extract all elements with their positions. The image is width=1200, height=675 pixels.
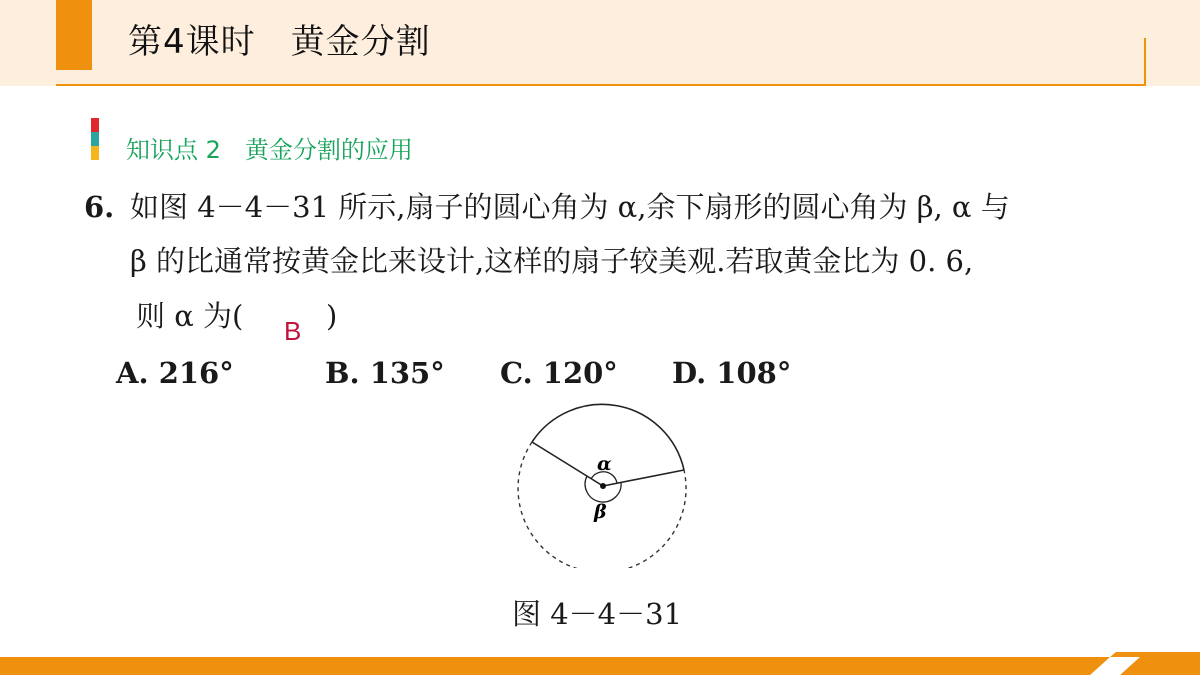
option-d: D. 108° bbox=[672, 356, 792, 390]
figure-caption: 图 4－4－31 bbox=[512, 597, 683, 631]
question-line-1: 如图 4－4－31 所示,扇子的圆心角为 α,余下扇形的圆心角为 β, α 与 bbox=[130, 190, 1010, 224]
question-number: 6. bbox=[84, 190, 115, 224]
question-line-3-suffix: ) bbox=[326, 299, 338, 333]
header-right-border bbox=[1144, 38, 1146, 86]
question-line-3-prefix: 则 α 为( bbox=[136, 299, 244, 333]
footer-stripe-decoration bbox=[1070, 652, 1200, 675]
fan-radius-left bbox=[532, 442, 603, 486]
alpha-label: α bbox=[597, 453, 612, 475]
option-b: B. 135° bbox=[325, 356, 445, 390]
question-line-2: β 的比通常按黄金比来设计,这样的扇子较美观.若取黄金比为 0. 6, bbox=[130, 244, 974, 278]
knowledge-point-marker-icon bbox=[91, 118, 99, 160]
knowledge-point-title: 知识点 2 黄金分割的应用 bbox=[126, 136, 413, 164]
fan-center-point bbox=[600, 483, 606, 489]
beta-label: β bbox=[594, 501, 607, 523]
option-c: C. 120° bbox=[500, 356, 618, 390]
option-a: A. 216° bbox=[116, 356, 234, 390]
footer-bar bbox=[0, 657, 1200, 675]
answer-mark: B bbox=[284, 316, 302, 346]
fan-figure bbox=[515, 398, 695, 568]
page-title: 第4课时 黄金分割 bbox=[128, 22, 431, 62]
header-underline bbox=[56, 84, 1146, 86]
header-accent-block bbox=[56, 0, 92, 70]
